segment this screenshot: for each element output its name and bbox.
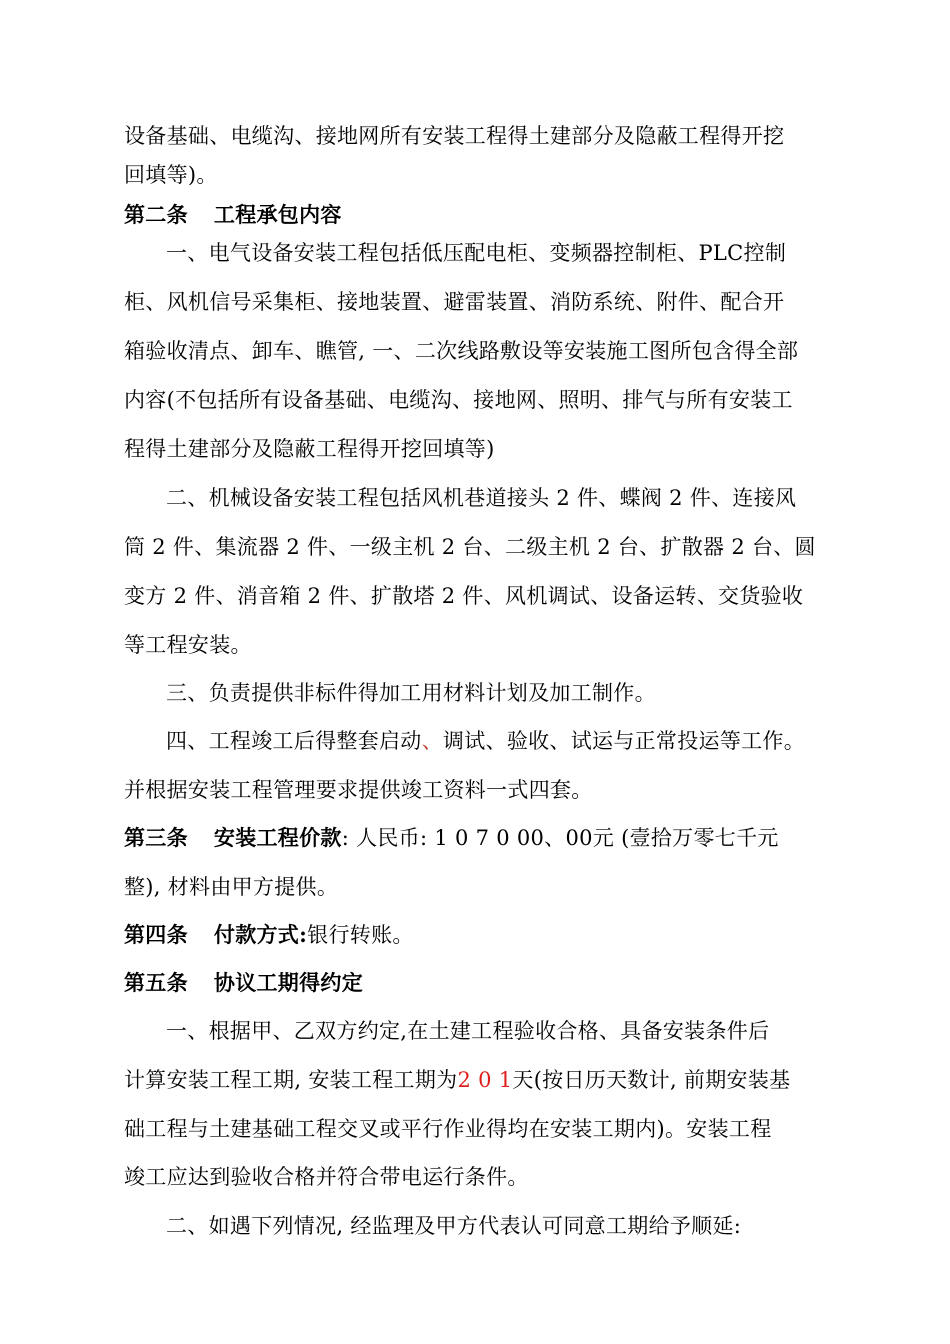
text-span: 程得土建部分及隐蔽工程得开挖回填等) — [124, 437, 495, 461]
text-span: 竣工应达到验收合格并符合带电运行条件。 — [124, 1165, 529, 1189]
payment-method: 银行转账。 — [307, 923, 414, 947]
text-line — [124, 160, 828, 190]
text-span: 变方 2 件、消音箱 2 件、扩散塔 2 件、风机调试、设备运转、交货验收 — [124, 584, 804, 608]
article-number: 第三条 — [124, 825, 188, 850]
text-line — [124, 1162, 828, 1192]
article-2-heading — [124, 200, 828, 230]
article-5-heading — [124, 968, 828, 998]
text-line — [166, 678, 828, 708]
text-line — [124, 287, 828, 317]
article-number: 第五条 — [124, 970, 188, 995]
article-3-line — [124, 823, 828, 853]
article-number: 第二条 — [124, 202, 188, 227]
text-line — [124, 630, 828, 660]
text-span: 础工程与土建基础工程交叉或平行作业得均在安装工期内)。安装工程 — [124, 1117, 772, 1141]
article-title: 协议工期得约定 — [213, 970, 364, 995]
text-span: 计算安装工程工期, 安装工程工期为 — [124, 1068, 458, 1092]
text-span: 一、电气设备安装工程包括低压配电柜、变频器控制柜、PLC控制 — [166, 241, 787, 265]
text-span: 并根据安装工程管理要求提供竣工资料一式四套。 — [124, 778, 593, 802]
article-label: 付款方式: — [213, 922, 308, 947]
article-number: 第四条 — [124, 922, 188, 947]
text-span: 天(按日历天数计, 前期安装基 — [512, 1068, 791, 1092]
text-line — [166, 1016, 828, 1046]
article-title: 工程承包内容 — [213, 202, 342, 227]
text-span: 二、如遇下列情况, 经监理及甲方代表认可同意工期给予顺延: — [166, 1214, 742, 1238]
text-span: 四、工程竣工后得整套启动 — [166, 729, 422, 753]
article-4-line — [124, 920, 828, 950]
text-span: 回填等)。 — [124, 163, 218, 187]
text-span: 筒 2 件、集流器 2 件、一级主机 2 台、二级主机 2 台、扩散器 2 台、圆 — [124, 535, 816, 559]
text-line — [124, 1114, 828, 1144]
text-span: 调试、验收、试运与正常投运等工作。 — [442, 729, 806, 753]
text-line — [166, 238, 828, 268]
text-span: 整), 材料由甲方提供。 — [124, 875, 339, 899]
duration-days: 2 0 1 — [457, 1068, 513, 1092]
text-span: 柜、风机信号采集柜、接地装置、避雷装置、消防系统、附件、配合开 — [124, 290, 785, 314]
highlight-mark: 、 — [421, 729, 443, 753]
text-span: 箱验收清点、卸车、瞧管, 一、二次线路敷设等安装施工图所包含得全部 — [124, 339, 799, 363]
text-line — [124, 532, 828, 562]
text-line — [124, 581, 828, 611]
text-span: 一、根据甲、乙双方约定,在土建工程验收合格、具备安装条件后 — [166, 1019, 770, 1043]
text-line — [124, 775, 828, 805]
text-span: 等工程安装。 — [124, 633, 252, 657]
text-span: 设备基础、电缆沟、接地网所有安装工程得土建部分及隐蔽工程得开挖 — [124, 124, 785, 148]
text-line — [166, 1211, 828, 1241]
article-label: 安装工程价款 — [213, 825, 342, 850]
text-line — [124, 121, 828, 151]
text-span: 二、机械设备安装工程包括风机巷道接头 2 件、蝶阀 2 件、连接风 — [166, 486, 797, 510]
text-span: 三、负责提供非标件得加工用材料计划及加工制作。 — [166, 681, 656, 705]
text-line — [124, 385, 828, 415]
text-line — [166, 726, 828, 756]
price-text: : 人民币: 1 0 7 0 00、00元 (壹拾万零七千元 — [341, 826, 779, 850]
text-line — [124, 336, 828, 366]
text-line — [124, 434, 828, 464]
text-span: 内容(不包括所有设备基础、电缆沟、接地网、照明、排气与所有安装工 — [124, 388, 793, 412]
text-line — [124, 1065, 828, 1095]
text-line — [166, 483, 828, 513]
text-line — [124, 872, 828, 902]
